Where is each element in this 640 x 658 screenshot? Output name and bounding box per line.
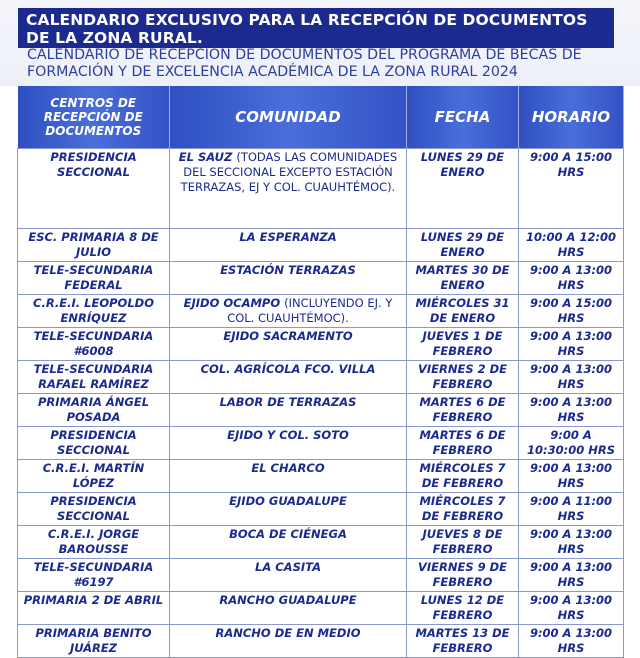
comunidad-name: BOCA DE CIÉNEGA bbox=[229, 527, 347, 541]
table-row bbox=[18, 328, 624, 361]
cell-fecha: MARTES 6 DE FEBRERO bbox=[407, 427, 519, 460]
comunidad-note: (TODAS LAS COMUNIDADES DEL SECCIONAL EXCEPTO ESTACIÓN TERRAZAS, EJ Y COL. CUAUHTÉMOC). bbox=[180, 150, 398, 194]
cell-fecha: MIÉRCOLES 7 DE FEBRERO bbox=[407, 460, 519, 493]
cell-comunidad bbox=[170, 460, 407, 493]
cell-centro: PRESIDENCIA SECCIONAL bbox=[18, 149, 170, 229]
table-row bbox=[18, 229, 624, 262]
cell-fecha: MARTES 6 DE FEBRERO bbox=[407, 394, 519, 427]
cell-fecha: LUNES 12 DE FEBRERO bbox=[407, 592, 519, 625]
cell-horario: 9:00 A 13:00 HRS bbox=[519, 262, 624, 295]
table-row bbox=[18, 262, 624, 295]
cell-comunidad bbox=[170, 229, 407, 262]
cell-horario: 9:00 A 13:00 HRS bbox=[519, 592, 624, 625]
cell-centro: TELE-SECUNDARIA #6197 bbox=[18, 559, 170, 592]
cell-centro: TELE-SECUNDARIA #6008 bbox=[18, 328, 170, 361]
cell-centro: TELE-SECUNDARIA RAFAEL RAMÍREZ bbox=[18, 361, 170, 394]
cell-centro: C.R.E.I. JORGE BAROUSSE bbox=[18, 526, 170, 559]
cell-centro: PRIMARIA ÁNGEL POSADA bbox=[18, 394, 170, 427]
cell-fecha: JUEVES 8 DE FEBRERO bbox=[407, 526, 519, 559]
table-row bbox=[18, 394, 624, 427]
cell-centro: C.R.E.I. LEOPOLDO ENRÍQUEZ bbox=[18, 295, 170, 328]
cell-horario: 9:00 A 15:00 HRS bbox=[519, 295, 624, 328]
comunidad-name: COL. AGRÍCOLA FCO. VILLA bbox=[200, 362, 376, 376]
cell-comunidad bbox=[170, 592, 407, 625]
cell-centro: PRIMARIA BENITO JUÁREZ bbox=[18, 625, 170, 658]
cell-centro: ESC. PRIMARIA 8 DE JULIO bbox=[18, 229, 170, 262]
cell-fecha: LUNES 29 DE ENERO bbox=[407, 229, 519, 262]
comunidad-name: EL CHARCO bbox=[251, 461, 325, 475]
cell-comunidad bbox=[170, 625, 407, 658]
cell-fecha: MIÉRCOLES 7 DE FEBRERO bbox=[407, 493, 519, 526]
cell-comunidad bbox=[170, 295, 407, 328]
comunidad-name: EJIDO Y COL. SOTO bbox=[227, 428, 349, 442]
schedule-table-container bbox=[17, 86, 623, 655]
table-row bbox=[18, 295, 624, 328]
cell-fecha: JUEVES 1 DE FEBRERO bbox=[407, 328, 519, 361]
cell-fecha: MIÉRCOLES 31 DE ENERO bbox=[407, 295, 519, 328]
column-header-fecha: FECHA bbox=[407, 86, 519, 149]
comunidad-name: EJIDO OCAMPO bbox=[183, 296, 281, 310]
comunidad-name: EJIDO SACRAMENTO bbox=[223, 329, 353, 343]
table-row bbox=[18, 592, 624, 625]
cell-fecha: VIERNES 2 DE FEBRERO bbox=[407, 361, 519, 394]
table-body bbox=[18, 149, 624, 658]
cell-centro: PRIMARIA 2 DE ABRIL bbox=[18, 592, 170, 625]
comunidad-name: LA CASITA bbox=[255, 560, 321, 574]
comunidad-note: (INCLUYENDO EJ. Y COL. CUAUHTÉMOC). bbox=[227, 296, 393, 325]
comunidad-name: LABOR DE TERRAZAS bbox=[219, 395, 357, 409]
comunidad-name: EL SAUZ bbox=[178, 150, 233, 164]
table-row bbox=[18, 625, 624, 658]
cell-fecha: LUNES 29 DE ENERO bbox=[407, 149, 519, 229]
comunidad-name: LA ESPERANZA bbox=[239, 230, 337, 244]
column-header-comunidad: COMUNIDAD bbox=[170, 86, 407, 149]
cell-horario: 9:00 A 15:00 HRS bbox=[519, 149, 624, 229]
table-row bbox=[18, 559, 624, 592]
cell-centro: TELE-SECUNDARIA FEDERAL bbox=[18, 262, 170, 295]
table-row bbox=[18, 526, 624, 559]
cell-horario: 10:00 A 12:00 HRS bbox=[519, 229, 624, 262]
cell-comunidad bbox=[170, 427, 407, 460]
schedule-table bbox=[17, 86, 624, 658]
cell-fecha: MARTES 30 DE ENERO bbox=[407, 262, 519, 295]
cell-comunidad bbox=[170, 526, 407, 559]
cell-horario: 9:00 A 13:00 HRS bbox=[519, 526, 624, 559]
table-row bbox=[18, 427, 624, 460]
cell-centro: C.R.E.I. MARTÍN LÓPEZ bbox=[18, 460, 170, 493]
page-subtitle: CALENDARIO DE RECEPCIÓN DE DOCUMENTOS DEL PROGRAMA DE BECAS DE FORMACIÓN Y DE EXCELENCIA ACADÉMICA DE LA ZONA RURAL 2024 bbox=[27, 47, 582, 80]
cell-horario: 9:00 A 13:00 HRS bbox=[519, 559, 624, 592]
cell-horario: 9:00 A 13:00 HRS bbox=[519, 328, 624, 361]
cell-fecha: MARTES 13 DE FEBRERO bbox=[407, 625, 519, 658]
comunidad-name: EJIDO GUADALUPE bbox=[229, 494, 347, 508]
cell-centro: PRESIDENCIA SECCIONAL bbox=[18, 493, 170, 526]
cell-comunidad bbox=[170, 394, 407, 427]
cell-comunidad bbox=[170, 493, 407, 526]
cell-horario: 9:00 A 13:00 HRS bbox=[519, 394, 624, 427]
comunidad-name: ESTACIÓN TERRAZAS bbox=[220, 263, 356, 277]
column-header-centros: CENTROS DE RECEPCIÓN DE DOCUMENTOS bbox=[18, 86, 170, 149]
table-row bbox=[18, 460, 624, 493]
table-row bbox=[18, 361, 624, 394]
cell-comunidad bbox=[170, 149, 407, 229]
page-header bbox=[0, 0, 640, 86]
cell-horario: 9:00 A 13:00 HRS bbox=[519, 625, 624, 658]
table-row bbox=[18, 493, 624, 526]
table-header-row bbox=[18, 86, 624, 149]
comunidad-name: RANCHO DE EN MEDIO bbox=[215, 626, 361, 640]
cell-horario: 9:00 A 10:30:00 HRS bbox=[519, 427, 624, 460]
page-title: CALENDARIO EXCLUSIVO PARA LA RECEPCIÓN DE DOCUMENTOS DE LA ZONA RURAL. bbox=[18, 8, 614, 48]
column-header-horario: HORARIO bbox=[519, 86, 624, 149]
cell-comunidad bbox=[170, 328, 407, 361]
cell-horario: 9:00 A 13:00 HRS bbox=[519, 361, 624, 394]
cell-comunidad bbox=[170, 262, 407, 295]
cell-comunidad bbox=[170, 559, 407, 592]
comunidad-name: RANCHO GUADALUPE bbox=[219, 593, 357, 607]
cell-horario: 9:00 A 13:00 HRS bbox=[519, 460, 624, 493]
cell-horario: 9:00 A 11:00 HRS bbox=[519, 493, 624, 526]
cell-fecha: VIERNES 9 DE FEBRERO bbox=[407, 559, 519, 592]
table-row bbox=[18, 149, 624, 229]
cell-comunidad bbox=[170, 361, 407, 394]
cell-centro: PRESIDENCIA SECCIONAL bbox=[18, 427, 170, 460]
